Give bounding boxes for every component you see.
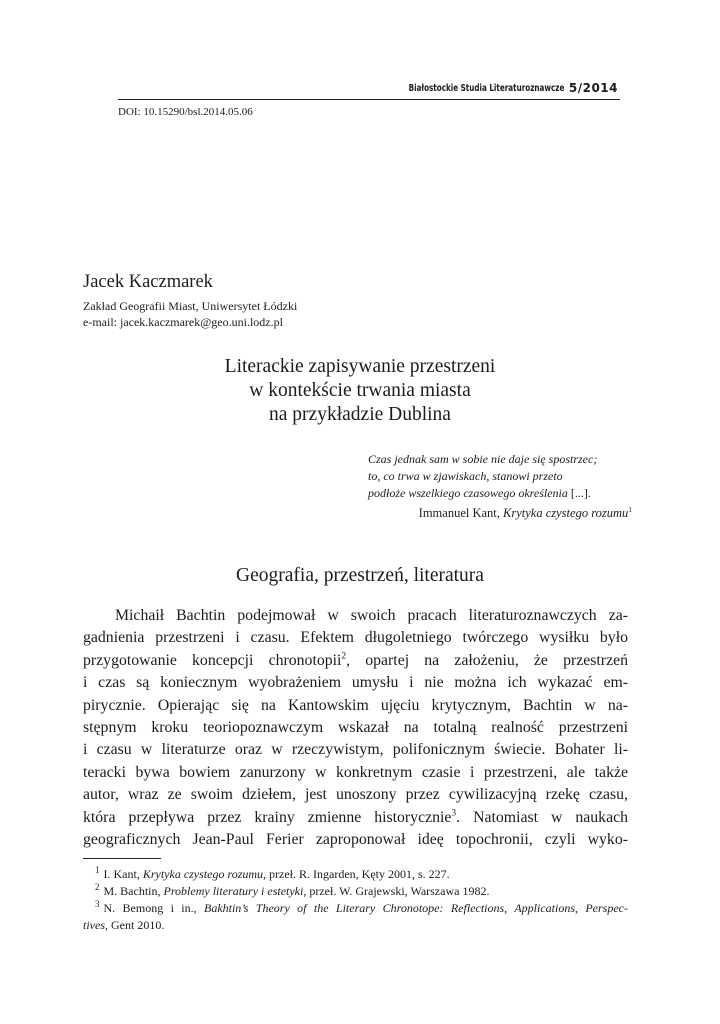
body-text-segment: przygotowanie koncepcji chronotopii [83, 651, 342, 669]
footnote-title: Krytyka czystego rozumu [142, 867, 264, 881]
footnote-title: Bakhtin’s Theory of the Literary Chronotope: Reflections, Applications, Perspec- [203, 901, 628, 915]
body-line: geograficznych Jean-Paul Ferier zaproponował ideę topochronii, czyli wyko- [83, 830, 628, 848]
body-paragraph [83, 605, 628, 851]
epigraph-ellipsis: [...]. [567, 486, 591, 500]
body-line: teracki bywa bowiem zanurzony w konkretnym czasie i przestrzeni, ale także [83, 763, 628, 781]
body-line: pirycznie. Opierając się na Kantowskim ujęciu krytycznym, Bachtin w na- [83, 696, 628, 714]
footnote-ref[interactable]: 3 [451, 808, 457, 819]
article-title [83, 355, 637, 427]
author-name: Jacek Kaczmarek [83, 272, 213, 292]
footnote [83, 866, 628, 883]
epigraph-source [368, 505, 632, 522]
footnote [83, 883, 628, 900]
footnote [83, 900, 628, 917]
footnote-number: 2 [95, 882, 100, 892]
author-email[interactable]: e-mail: jacek.kaczmarek@geo.uni.lodz.pl [83, 315, 283, 329]
body-line [83, 807, 628, 829]
journal-name: Białostockie Studia Literaturoznawcze [408, 83, 564, 94]
footnote-text: , Gent 2010. [105, 918, 165, 932]
epigraph-line: Czas jednak sam w sobie nie daje się spostrzec; [368, 452, 598, 466]
footnote-text: , przeł. W. Grajewski, Warszawa 1982. [303, 884, 490, 898]
footnote-title: Problemy literatury i estetyki [163, 884, 304, 898]
footnote-ref[interactable]: 2 [341, 651, 347, 662]
footnote-number: 3 [95, 899, 100, 909]
footnote-number: 1 [95, 865, 100, 875]
epigraph-line: podłoże wszelkiego czasowego określenia [368, 486, 568, 500]
body-line: i czasu w literaturze oraz w rzeczywistym, polifonicznym świecie. Bohater li- [83, 741, 628, 759]
body-text-segment: . Natomiast w naukach [456, 808, 628, 826]
section-heading: Geografia, przestrzeń, literatura [236, 565, 484, 586]
footnote-text: M. Bachtin, [103, 884, 164, 898]
body-line: Michaił Bachtin podejmował w swoich pracach literaturoznawczych za- [115, 607, 628, 624]
footnotes [83, 866, 628, 934]
body-line: i czas są koniecznym wyobrażeniem umysłu i nie można ich wykazać em- [83, 674, 628, 692]
body-line: stępnym kroku teoriopoznawczym wskazał na totalną realność przestrzeni [83, 718, 628, 736]
footnote-ref[interactable]: 1 [628, 504, 632, 514]
issue-number: 5/2014 [568, 81, 618, 95]
title-line: na przykładzie Dublina [269, 404, 451, 425]
body-line: gadnienia przestrzeni i czasu. Efektem długoletniego twórczego wysiłku było [83, 629, 628, 647]
body-line [83, 650, 628, 672]
epigraph [368, 451, 632, 522]
title-line: w kontekście trwania miasta [249, 380, 471, 401]
author-affiliation-block [83, 298, 297, 330]
footnote-text: N. Bemong i in., [103, 901, 204, 915]
title-line: Literackie zapisywanie przestrzeni [224, 356, 496, 377]
header-rule [118, 99, 620, 100]
footnote-text: , przeł. R. Ingarden, Kęty 2001, s. 227. [263, 867, 450, 881]
footnote-rule [83, 858, 161, 859]
footnote-title: tives [83, 918, 105, 932]
footnote-text: I. Kant, [103, 867, 143, 881]
author-affiliation: Zakład Geografii Miast, Uniwersytet Łódzki [83, 299, 298, 313]
epigraph-author: Immanuel Kant, [418, 506, 504, 520]
body-text-segment: , opartej na założeniu, że przestrzeń [346, 651, 628, 669]
running-head [118, 80, 620, 100]
body-line: autor, wraz ze swoim dziełem, jest unoszony przez cywilizacyjną rzekę czasu, [83, 786, 628, 804]
epigraph-work: Krytyka czystego rozumu [503, 506, 629, 520]
footnote-continuation [83, 917, 628, 934]
epigraph-line-last [368, 485, 632, 502]
epigraph-line: to, co trwa w zjawiskach, stanowi przeto [368, 469, 563, 483]
doi[interactable]: DOI: 10.15290/bsl.2014.05.06 [118, 106, 253, 118]
body-text-segment: która przepływa przez krainy zmienne historycznie [83, 808, 452, 826]
